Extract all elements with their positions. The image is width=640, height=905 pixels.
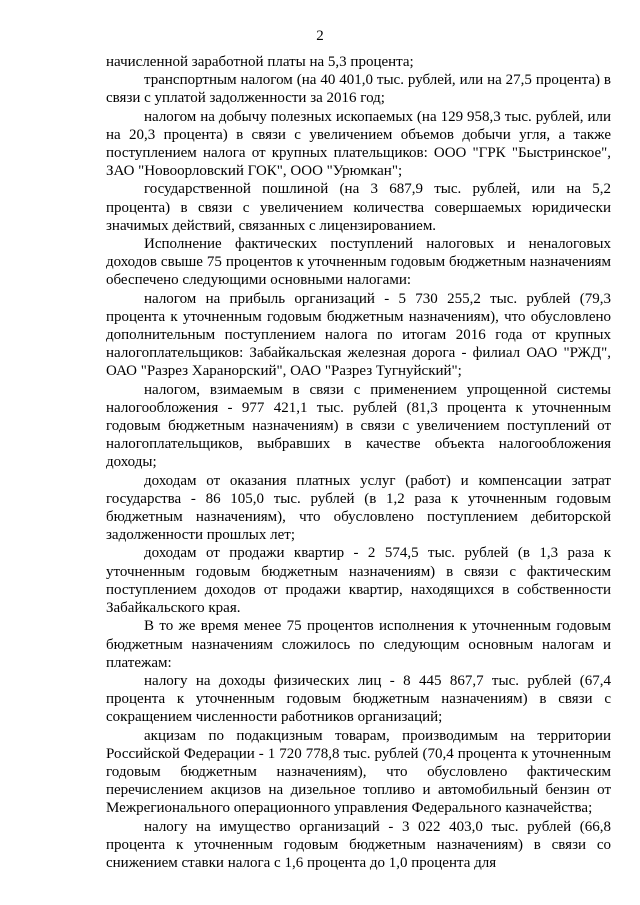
page-number: 2	[316, 28, 324, 44]
paragraph: налогом, взимаемым в связи с применением упрощенной системы налогообложения - 977 421,1 тыс. рублей (81,3 процента к уточненным годовым бюджетным назначениям) в связи с увеличением поступлений от налогоплательщиков, выбравших в качестве объекта налогообложения доходы;	[106, 381, 611, 471]
paragraph: налогом на прибыль организаций - 5 730 255,2 тыс. рублей (79,3 процента к уточненным годовым бюджетным назначениям), что обусловлено дополнительным поступлением налога по итогам 2016 года от крупных налогоплательщиков: Забайкальская железная дорога - филиал ОАО "РЖД", ОАО "Разрез Харанорский", ОАО "Разрез Тугнуйский";	[106, 290, 611, 380]
paragraph: налогу на имущество организаций - 3 022 403,0 тыс. рублей (66,8 процента к уточненным годовым бюджетным назначениям) в связи со снижением ставки налога с 1,6 процента до 1,0 процента для	[106, 818, 611, 871]
body-text	[106, 53, 611, 872]
paragraph: Исполнение фактических поступлений налоговых и неналоговых доходов свыше 75 процентов к уточненным годовым бюджетным назначениям обеспечено следующими основными налогами:	[106, 236, 611, 289]
paragraph: начисленной заработной платы на 5,3 процента;	[106, 54, 414, 70]
paragraph: государственной пошлиной (на 3 687,9 тыс. рублей, или на 5,2 процента) в связи с увеличением количества совершаемых юридически значимых действий, связанных с лицензированием.	[106, 181, 611, 234]
paragraph: В то же время менее 75 процентов исполнения к уточненным годовым бюджетным назначениям сложилось по следующим основным налогам и платежам:	[106, 618, 611, 671]
paragraph: транспортным налогом (на 40 401,0 тыс. рублей, или на 27,5 процента) в связи с уплатой задолженности за 2016 год;	[106, 72, 611, 107]
paragraph: доходам от оказания платных услуг (работ) и компенсации затрат государства - 86 105,0 тыс. рублей (в 1,2 раза к уточненным годовым бюджетным назначениям), что обусловлено поступлением дебиторской задолженности прошлых лет;	[106, 472, 611, 544]
paragraph: акцизам по подакцизным товарам, производимым на территории Российской Федерации - 1 720 778,8 тыс. рублей (70,4 процента к уточненным годовым бюджетным назначениям), что обусловлено фактическим перечислением акцизов на дизельное топливо и автомобильный бензин от Межрегионального операционного управления Федерального казначейства;	[106, 727, 611, 817]
paragraph: доходам от продажи квартир - 2 574,5 тыс. рублей (в 1,3 раза к уточненным годовым бюджетным назначениям) в связи с фактическим поступлением доходов от продажи квартир, находящихся в собственности Забайкальского края.	[106, 545, 611, 617]
paragraph: налогу на доходы физических лиц - 8 445 867,7 тыс. рублей (67,4 процента к уточненным годовым бюджетным назначениям) в связи с сокращением численности работников организаций;	[106, 672, 611, 726]
paragraph: налогом на добычу полезных ископаемых (на 129 958,3 тыс. рублей, или на 20,3 процента) в связи с увеличением объемов добычи угля, а также поступлением налога от крупных плательщиков: ООО "ГРК "Быстринское", ЗАО "Новоорловский ГОК", ООО "Урюмкан";	[106, 108, 611, 180]
